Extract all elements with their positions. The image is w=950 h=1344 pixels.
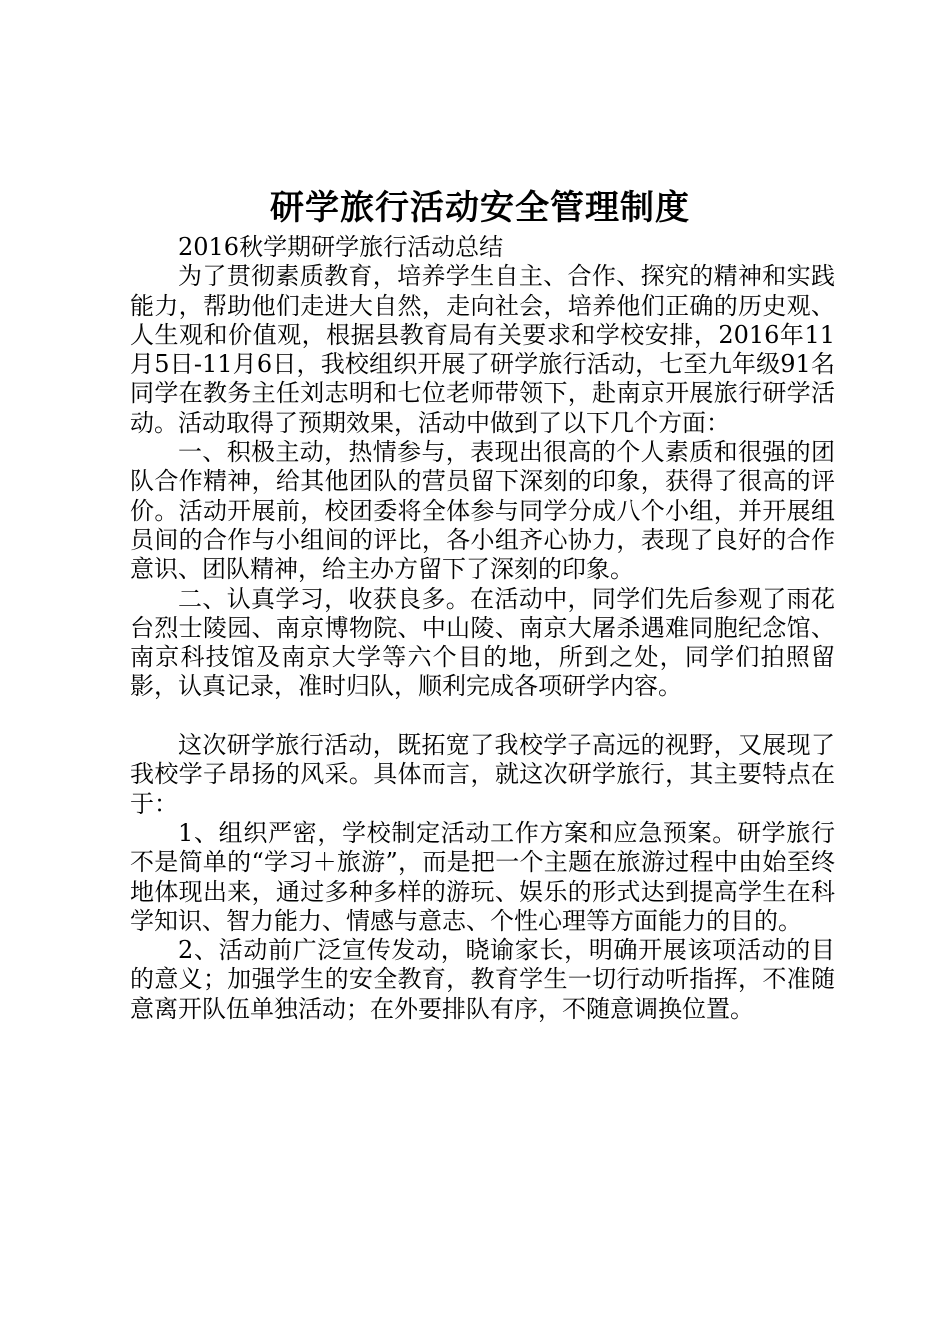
- document-title: 研学旅行活动安全管理制度: [270, 188, 690, 228]
- paragraph-feature-two: 2、活动前广泛宣传发动，晓谕家长，明确开展该项活动的目的意义；加强学生的安全教育，教育学生一切行动听指挥，不准随意离开队伍单独活动；在外要排队有序，不随意调换位置。: [130, 936, 835, 1023]
- paragraph-summary: 这次研学旅行活动，既拓宽了我校学子高远的视野，又展现了我校学子昂扬的风采。具体而言，就这次研学旅行，其主要特点在于：: [130, 731, 835, 818]
- paragraph-point-one: 一、积极主动，热情参与，表现出很高的个人素质和很强的团队合作精神，给其他团队的营员留下深刻的印象，获得了很高的评价。活动开展前，校团委将全体参与同学分成八个小组，并开展组员间的合作与小组间的评比，各小组齐心协力，表现了良好的合作意识、团队精神，给主办方留下了深刻的印象。: [130, 438, 835, 584]
- document-subtitle: 2016秋学期研学旅行活动总结: [178, 233, 504, 261]
- paragraph-point-two: 二、认真学习，收获良多。在活动中，同学们先后参观了雨花台烈士陵园、南京博物院、中山陵、南京大屠杀遇难同胞纪念馆、南京科技馆及南京大学等六个目的地，所到之处，同学们拍照留影，认真记录，准时归队，顺利完成各项研学内容。: [130, 584, 835, 701]
- document-body: [130, 233, 835, 1024]
- paragraph-intro: 为了贯彻素质教育，培养学生自主、合作、探究的精神和实践能力，帮助他们走进大自然，走向社会，培养他们正确的历史观、人生观和价值观，根据县教育局有关要求和学校安排，2016年11月5日-11月6日，我校组织开展了研学旅行活动，七至九年级91名同学在教务主任刘志明和七位老师带领下，赴南京开展旅行研学活动。活动取得了预期效果，活动中做到了以下几个方面：: [130, 262, 835, 437]
- paragraph-feature-one: 1、组织严密，学校制定活动工作方案和应急预案。研学旅行不是简单的“学习＋旅游”，而是把一个主题在旅游过程中由始至终地体现出来，通过多种多样的游玩、娱乐的形式达到提高学生在科学知识、智力能力、情感与意志、个性心理等方面能力的目的。: [130, 818, 835, 935]
